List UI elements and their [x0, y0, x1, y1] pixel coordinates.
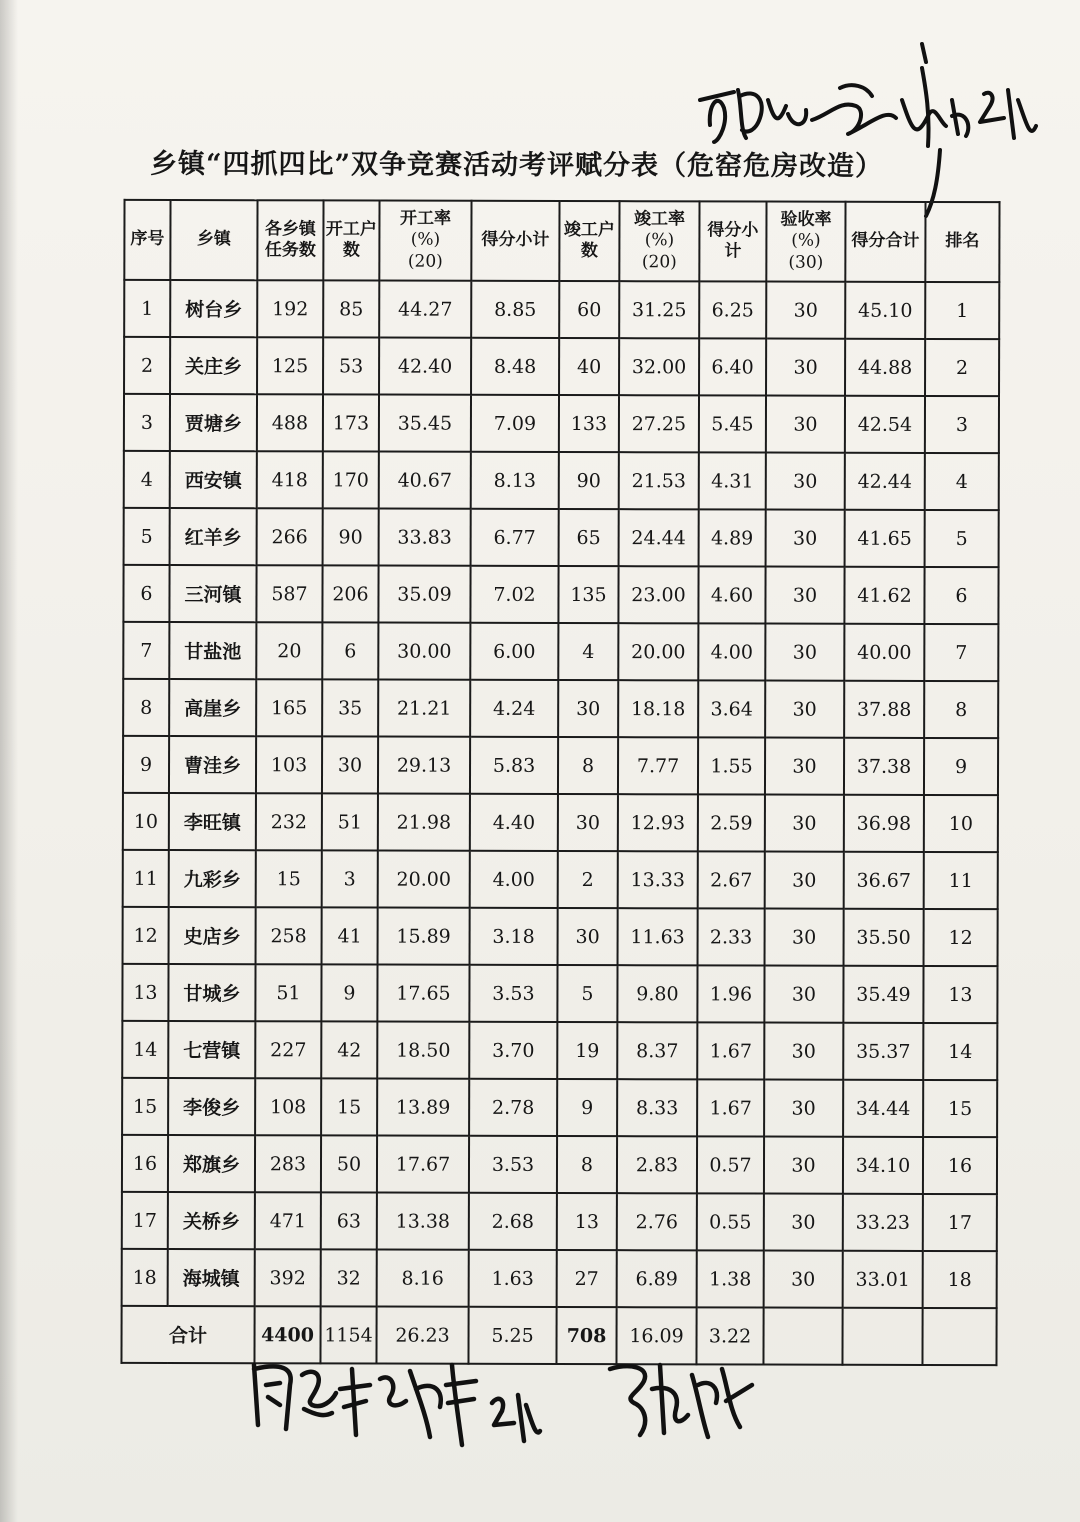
cell-started: 15	[321, 1078, 377, 1135]
cell-seq: 6	[123, 565, 169, 622]
cell-complete-rate: 20.00	[618, 623, 698, 680]
cell-start-subtotal: 6.00	[470, 623, 558, 680]
cell-completed: 65	[559, 509, 619, 566]
cell-township: 树台乡	[170, 280, 257, 337]
cell-complete-rate: 23.00	[618, 566, 698, 623]
cell-complete-subtotal: 1.38	[697, 1250, 764, 1307]
table-row	[122, 1078, 997, 1137]
total-label: 合计	[121, 1306, 254, 1363]
cell-start-subtotal: 2.68	[469, 1193, 557, 1250]
cell-start-rate: 35.45	[379, 395, 471, 452]
cell-start-subtotal: 6.77	[471, 509, 559, 566]
cell-started: 173	[323, 394, 379, 451]
cell-tasks: 266	[257, 508, 323, 565]
cell-start-subtotal: 7.02	[470, 566, 558, 623]
cell-complete-rate: 32.00	[619, 338, 699, 395]
cell-completed: 5	[557, 965, 617, 1022]
cell-complete-rate: 2.83	[617, 1136, 697, 1193]
table-row	[122, 964, 997, 1023]
cell-started: 50	[321, 1135, 377, 1192]
cell-started: 30	[322, 736, 378, 793]
cell-rank: 11	[924, 852, 998, 909]
cell-complete-rate: 12.93	[618, 794, 698, 851]
cell-total-score: 41.62	[844, 567, 924, 624]
cell-township: 甘城乡	[168, 964, 255, 1021]
cell-seq: 8	[123, 679, 169, 736]
table-row	[124, 508, 999, 567]
cell-complete-subtotal: 4.00	[698, 623, 765, 680]
cell-complete-subtotal: 4.60	[698, 566, 765, 623]
cell-accept-rate: 30	[764, 1080, 843, 1137]
cell-accept-rate: 30	[765, 567, 844, 624]
header-start-rate-label: 开工率	[399, 208, 452, 229]
table-row	[124, 280, 999, 339]
cell-township: 海城镇	[168, 1249, 255, 1306]
cell-start-rate: 42.40	[379, 338, 471, 395]
cell-accept-rate: 30	[766, 339, 845, 396]
header-total-score: 得分合计	[845, 202, 925, 282]
cell-start-rate: 29.13	[378, 737, 470, 794]
cell-rank: 8	[924, 681, 998, 738]
cell-township: 高崖乡	[169, 679, 256, 736]
cell-complete-subtotal: 4.31	[699, 452, 766, 509]
cell-tasks: 232	[256, 793, 322, 850]
cell-accept-rate: 30	[766, 396, 845, 453]
cell-rank: 17	[923, 1194, 997, 1251]
cell-start-rate: 44.27	[379, 281, 471, 338]
total-tasks: 4400	[254, 1306, 320, 1363]
cell-complete-rate: 8.33	[617, 1079, 697, 1136]
cell-start-subtotal: 7.09	[471, 395, 559, 452]
table-row	[123, 565, 998, 624]
total-complete-rate: 16.09	[616, 1307, 696, 1364]
cell-start-subtotal: 3.53	[469, 1136, 557, 1193]
cell-started: 41	[322, 907, 378, 964]
cell-started: 85	[323, 280, 379, 337]
cell-seq: 7	[123, 622, 169, 679]
cell-complete-subtotal: 0.57	[697, 1136, 764, 1193]
table-header-row	[124, 200, 999, 282]
total-score	[842, 1308, 922, 1365]
cell-complete-subtotal: 6.40	[699, 338, 766, 395]
table-body	[122, 280, 1000, 1308]
cell-complete-subtotal: 2.33	[698, 908, 765, 965]
cell-tasks: 587	[256, 565, 322, 622]
cell-township: 李俊乡	[168, 1078, 255, 1135]
header-start-subtotal: 得分小计	[471, 201, 559, 281]
cell-complete-subtotal: 1.67	[697, 1022, 764, 1079]
cell-completed: 60	[559, 281, 619, 338]
cell-seq: 12	[123, 907, 169, 964]
table-row	[122, 1192, 997, 1251]
header-start-rate	[379, 201, 471, 281]
cell-complete-rate: 6.89	[617, 1250, 697, 1307]
cell-started: 53	[323, 337, 379, 394]
cell-started: 32	[321, 1249, 377, 1306]
cell-total-score: 45.10	[845, 282, 925, 339]
cell-start-subtotal: 3.70	[469, 1022, 557, 1079]
header-start-rate-weight: (20)	[407, 251, 443, 272]
cell-started: 90	[323, 508, 379, 565]
table-row	[124, 394, 999, 453]
cell-tasks: 227	[255, 1021, 321, 1078]
cell-start-rate: 15.89	[378, 908, 470, 965]
cell-start-rate: 33.83	[379, 509, 471, 566]
cell-start-rate: 40.67	[379, 452, 471, 509]
header-township: 乡镇	[170, 200, 257, 280]
cell-started: 63	[321, 1192, 377, 1249]
cell-completed: 30	[558, 680, 618, 737]
total-start-rate: 26.23	[376, 1307, 468, 1364]
cell-start-subtotal: 4.40	[470, 794, 558, 851]
cell-start-rate: 35.09	[378, 566, 470, 623]
cell-start-subtotal: 8.13	[471, 452, 559, 509]
cell-complete-subtotal: 3.64	[698, 680, 765, 737]
cell-accept-rate: 30	[765, 624, 844, 681]
cell-tasks: 283	[255, 1135, 321, 1192]
header-completed: 竣工户数	[559, 201, 619, 281]
cell-completed: 2	[558, 851, 618, 908]
cell-start-rate: 21.21	[378, 680, 470, 737]
cell-total-score: 37.88	[844, 681, 924, 738]
header-accept-rate	[766, 202, 845, 282]
cell-completed: 90	[559, 452, 619, 509]
cell-tasks: 15	[256, 850, 322, 907]
cell-complete-rate: 18.18	[618, 680, 698, 737]
cell-tasks: 165	[256, 679, 322, 736]
cell-accept-rate: 30	[765, 795, 844, 852]
cell-total-score: 44.88	[845, 339, 925, 396]
cell-complete-rate: 27.25	[619, 395, 699, 452]
cell-township: 红羊乡	[170, 508, 257, 565]
cell-township: 三河镇	[169, 565, 256, 622]
cell-complete-subtotal: 1.67	[697, 1079, 764, 1136]
table-row	[123, 793, 998, 852]
cell-completed: 8	[557, 1136, 617, 1193]
cell-complete-rate: 2.76	[617, 1193, 697, 1250]
cell-rank: 14	[923, 1023, 997, 1080]
cell-tasks: 103	[256, 736, 322, 793]
cell-seq: 15	[122, 1078, 168, 1135]
header-complete-rate	[619, 201, 699, 281]
cell-rank: 3	[925, 396, 999, 453]
cell-township: 甘盐池	[169, 622, 256, 679]
signature-bottom	[240, 1345, 780, 1455]
cell-township: 西安镇	[170, 451, 257, 508]
cell-total-score: 35.37	[843, 1023, 923, 1080]
cell-total-score: 37.38	[844, 738, 924, 795]
cell-tasks: 20	[256, 622, 322, 679]
cell-township: 李旺镇	[169, 793, 256, 850]
cell-complete-subtotal: 0.55	[697, 1193, 764, 1250]
cell-complete-subtotal: 2.59	[698, 794, 765, 851]
cell-total-score: 34.10	[843, 1137, 923, 1194]
cell-start-subtotal: 8.85	[471, 281, 559, 338]
cell-seq: 13	[122, 964, 168, 1021]
cell-start-subtotal: 4.00	[470, 851, 558, 908]
cell-seq: 17	[122, 1192, 168, 1249]
cell-completed: 30	[558, 794, 618, 851]
score-table	[120, 199, 1000, 1366]
cell-rank: 5	[925, 510, 999, 567]
header-complete-rate-unit: (%)	[644, 230, 675, 251]
cell-start-subtotal: 4.24	[470, 680, 558, 737]
table-row	[123, 622, 998, 681]
cell-township: 贾塘乡	[170, 394, 257, 451]
cell-start-rate: 18.50	[377, 1022, 469, 1079]
cell-seq: 5	[124, 508, 170, 565]
cell-completed: 19	[557, 1022, 617, 1079]
cell-start-rate: 17.65	[377, 965, 469, 1022]
cell-total-score: 34.44	[843, 1080, 923, 1137]
cell-township: 关桥乡	[168, 1192, 255, 1249]
cell-total-score: 36.98	[844, 795, 924, 852]
cell-seq: 18	[122, 1249, 168, 1306]
cell-township: 九彩乡	[169, 850, 256, 907]
cell-accept-rate: 30	[765, 852, 844, 909]
header-accept-rate-unit: (%)	[791, 230, 821, 252]
cell-completed: 135	[558, 566, 618, 623]
table-row	[123, 907, 998, 966]
cell-total-score: 33.23	[843, 1194, 923, 1251]
cell-accept-rate: 30	[766, 453, 845, 510]
cell-complete-rate: 9.80	[617, 965, 697, 1022]
cell-tasks: 258	[256, 907, 322, 964]
cell-tasks: 392	[255, 1249, 321, 1306]
page-edge-shadow	[0, 0, 18, 1522]
cell-completed: 40	[559, 338, 619, 395]
cell-start-subtotal: 3.18	[470, 908, 558, 965]
cell-seq: 14	[122, 1021, 168, 1078]
cell-accept-rate: 30	[765, 681, 844, 738]
cell-rank: 2	[925, 339, 999, 396]
total-rank	[922, 1308, 996, 1365]
cell-total-score: 35.50	[844, 909, 924, 966]
total-completed: 708	[556, 1307, 616, 1364]
cell-accept-rate: 30	[765, 909, 844, 966]
header-accept-rate-weight: (30)	[788, 252, 824, 273]
cell-start-subtotal: 3.53	[469, 965, 557, 1022]
header-start-rate-unit: (%)	[410, 229, 441, 251]
table-row	[122, 1135, 997, 1194]
cell-total-score: 33.01	[843, 1251, 923, 1308]
cell-tasks: 51	[255, 964, 321, 1021]
table-row	[123, 679, 998, 738]
cell-rank: 6	[924, 567, 998, 624]
cell-rank: 10	[924, 795, 998, 852]
cell-seq: 2	[124, 337, 170, 394]
cell-start-rate: 13.89	[377, 1079, 469, 1136]
cell-total-score: 42.44	[845, 453, 925, 510]
cell-completed: 30	[558, 908, 618, 965]
cell-start-rate: 8.16	[377, 1250, 469, 1307]
cell-started: 3	[322, 850, 378, 907]
cell-start-subtotal: 8.48	[471, 338, 559, 395]
cell-accept-rate: 30	[764, 1137, 843, 1194]
cell-rank: 7	[924, 624, 998, 681]
cell-start-subtotal: 1.63	[469, 1250, 557, 1307]
cell-complete-rate: 11.63	[618, 908, 698, 965]
table-row	[124, 451, 999, 510]
cell-total-score: 35.49	[843, 966, 923, 1023]
cell-township: 郑旗乡	[168, 1135, 255, 1192]
cell-complete-rate: 13.33	[618, 851, 698, 908]
cell-complete-rate: 21.53	[619, 452, 699, 509]
cell-township: 史店乡	[169, 907, 256, 964]
cell-accept-rate: 30	[766, 282, 845, 339]
cell-total-score: 41.65	[845, 510, 925, 567]
header-rank: 排名	[925, 202, 999, 282]
cell-completed: 13	[557, 1193, 617, 1250]
cell-township: 关庄乡	[170, 337, 257, 394]
cell-tasks: 471	[255, 1192, 321, 1249]
cell-start-rate: 21.98	[378, 794, 470, 851]
document-title: 乡镇“四抓四比”双争竞赛活动考评赋分表（危窑危房改造）	[149, 148, 884, 183]
total-start-subtotal: 5.25	[468, 1307, 556, 1364]
header-started: 开工户数	[323, 200, 379, 280]
cell-township: 曹洼乡	[169, 736, 256, 793]
table-row	[122, 1021, 997, 1080]
cell-start-rate: 13.38	[377, 1193, 469, 1250]
cell-township: 七营镇	[168, 1021, 255, 1078]
table-row	[123, 850, 998, 909]
total-started: 1154	[320, 1306, 376, 1363]
cell-seq: 9	[123, 736, 169, 793]
cell-complete-rate: 31.25	[619, 281, 699, 338]
cell-complete-subtotal: 6.25	[699, 281, 766, 338]
cell-tasks: 125	[257, 337, 323, 394]
cell-tasks: 192	[257, 280, 323, 337]
cell-completed: 9	[557, 1079, 617, 1136]
cell-rank: 12	[924, 909, 998, 966]
cell-started: 6	[322, 622, 378, 679]
cell-rank: 15	[923, 1080, 997, 1137]
cell-complete-subtotal: 1.55	[698, 737, 765, 794]
cell-started: 9	[321, 964, 377, 1021]
table-row	[124, 337, 999, 396]
total-complete-subtotal: 3.22	[696, 1307, 763, 1364]
cell-accept-rate: 30	[766, 510, 845, 567]
cell-complete-subtotal: 1.96	[697, 965, 764, 1022]
cell-started: 170	[323, 451, 379, 508]
cell-tasks: 488	[257, 394, 323, 451]
cell-start-subtotal: 2.78	[469, 1079, 557, 1136]
cell-start-rate: 20.00	[378, 851, 470, 908]
cell-seq: 10	[123, 793, 169, 850]
cell-accept-rate: 30	[764, 966, 843, 1023]
cell-started: 51	[322, 793, 378, 850]
cell-started: 206	[322, 565, 378, 622]
cell-rank: 18	[923, 1251, 997, 1308]
cell-total-score: 36.67	[844, 852, 924, 909]
cell-accept-rate: 30	[765, 738, 844, 795]
header-tasks: 各乡镇任务数	[257, 200, 323, 280]
cell-start-rate: 30.00	[378, 623, 470, 680]
header-seq: 序号	[124, 200, 170, 280]
cell-complete-subtotal: 4.89	[699, 509, 766, 566]
cell-complete-rate: 7.77	[618, 737, 698, 794]
cell-total-score: 42.54	[845, 396, 925, 453]
cell-seq: 16	[122, 1135, 168, 1192]
cell-accept-rate: 30	[764, 1023, 843, 1080]
cell-accept-rate: 30	[764, 1251, 843, 1308]
header-complete-subtotal: 得分小计	[699, 201, 766, 281]
cell-rank: 4	[925, 453, 999, 510]
table-row	[122, 1249, 997, 1308]
cell-completed: 8	[558, 737, 618, 794]
cell-total-score: 40.00	[844, 624, 924, 681]
cell-rank: 9	[924, 738, 998, 795]
cell-seq: 1	[124, 280, 170, 337]
cell-completed: 4	[558, 623, 618, 680]
cell-tasks: 108	[255, 1078, 321, 1135]
cell-seq: 11	[123, 850, 169, 907]
cell-start-subtotal: 5.83	[470, 737, 558, 794]
cell-rank: 1	[925, 282, 999, 339]
cell-seq: 4	[124, 451, 170, 508]
cell-completed: 27	[557, 1250, 617, 1307]
cell-completed: 133	[559, 395, 619, 452]
table-row	[123, 736, 998, 795]
cell-started: 42	[321, 1021, 377, 1078]
cell-complete-rate: 24.44	[619, 509, 699, 566]
cell-complete-subtotal: 2.67	[698, 851, 765, 908]
cell-complete-subtotal: 5.45	[699, 395, 766, 452]
cell-rank: 13	[923, 966, 997, 1023]
cell-rank: 16	[923, 1137, 997, 1194]
cell-complete-rate: 8.37	[617, 1022, 697, 1079]
header-accept-rate-label: 验收率	[780, 209, 832, 230]
cell-started: 35	[322, 679, 378, 736]
cell-seq: 3	[124, 394, 170, 451]
header-complete-rate-label: 竣工率	[633, 209, 686, 230]
cell-accept-rate: 30	[764, 1194, 843, 1251]
cell-tasks: 418	[257, 451, 323, 508]
cell-start-rate: 17.67	[377, 1136, 469, 1193]
header-complete-rate-weight: (20)	[641, 251, 677, 272]
